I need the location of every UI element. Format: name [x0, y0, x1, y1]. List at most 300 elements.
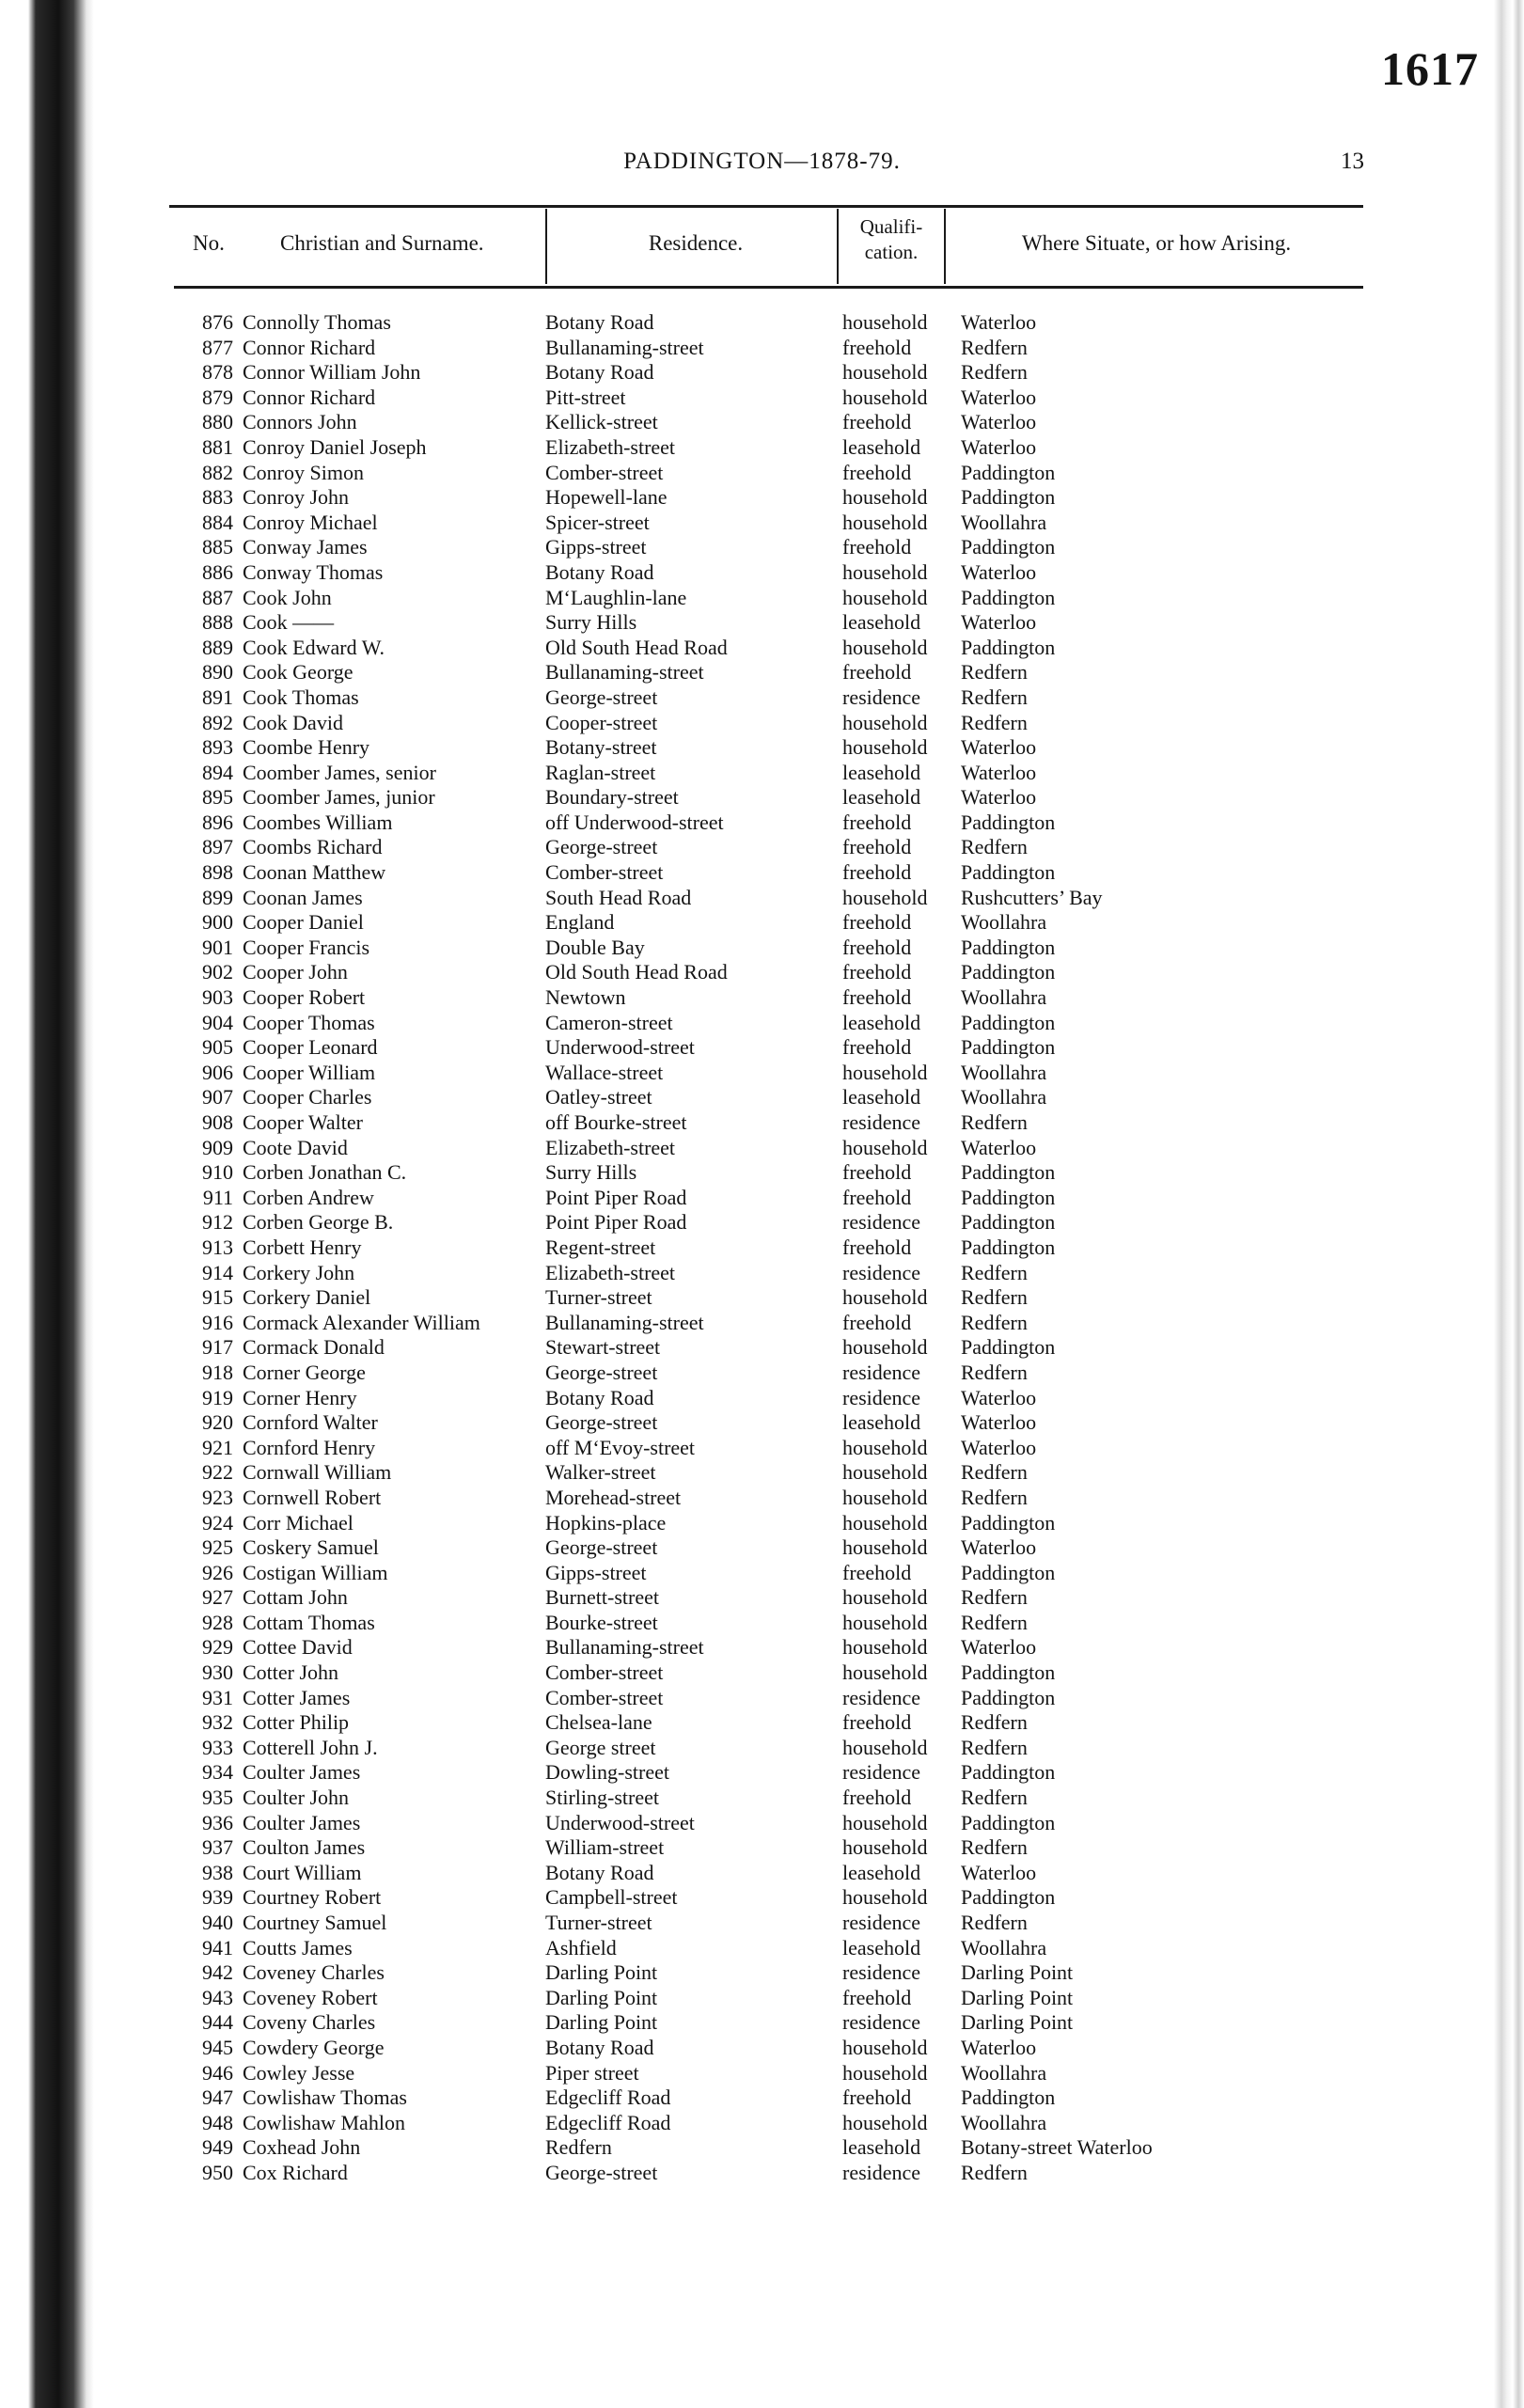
entry-name: Corner George [243, 1360, 366, 1384]
entry-where: Redfern [961, 1260, 1028, 1284]
entry-qualification: residence [842, 685, 921, 709]
entry-name: Coomber James, senior [243, 760, 436, 784]
entry-number: 941 [202, 1935, 233, 1959]
entry-residence: Underwood-street [545, 1035, 695, 1060]
entry-number: 943 [202, 1985, 233, 2009]
entry-residence: Cooper-street [545, 710, 658, 734]
entry-residence: Raglan-street [545, 760, 656, 784]
entry-name: Cook George [243, 660, 354, 685]
entry-residence: off Underwood-street [545, 810, 724, 834]
list-item [0, 1511, 1524, 1536]
entry-residence: England [545, 910, 615, 935]
entry-residence: Stewart-street [545, 1335, 661, 1360]
entry-where: Paddington [961, 860, 1056, 885]
entry-residence: Spicer-street [545, 510, 650, 534]
entry-number: 878 [202, 360, 233, 385]
list-item [0, 1760, 1524, 1786]
entry-name: Connor Richard [243, 335, 376, 359]
entry-where: Redfern [961, 710, 1028, 734]
entry-qualification: freehold [842, 910, 912, 935]
entry-name: Cooper Francis [243, 935, 370, 959]
column-header-no: No. [193, 231, 225, 255]
entry-qualification: leasehold [842, 1935, 921, 1959]
entry-where: Redfern [961, 1460, 1028, 1485]
entry-number: 876 [202, 310, 233, 334]
entry-qualification: freehold [842, 1786, 912, 1810]
entry-where: Waterloo [961, 559, 1037, 584]
entry-residence: Old South Head Road [545, 960, 728, 984]
list-item [0, 860, 1524, 886]
entry-number: 908 [202, 1110, 233, 1134]
entry-where: Woollahra [961, 2060, 1047, 2085]
entry-qualification: leasehold [842, 1860, 921, 1884]
entry-where: Paddington [961, 1035, 1056, 1060]
entry-number: 948 [202, 2110, 233, 2134]
entry-residence: Bullanaming-street [545, 1310, 704, 1334]
list-item [0, 1186, 1524, 1211]
entry-qualification: freehold [842, 1160, 912, 1185]
entry-where: Waterloo [961, 2035, 1037, 2059]
entry-residence: Hopewell-lane [545, 485, 668, 510]
entry-qualification: freehold [842, 860, 912, 885]
entry-qualification: household [842, 1660, 928, 1685]
header-bottom-rule [174, 286, 1363, 289]
list-item [0, 811, 1524, 836]
list-item [0, 1811, 1524, 1836]
entry-number: 912 [202, 1210, 233, 1235]
entry-where: Woollahra [961, 910, 1047, 935]
entry-qualification: household [842, 1885, 928, 1910]
entry-residence: Newtown [545, 985, 626, 1010]
entry-qualification: leasehold [842, 1410, 921, 1435]
entry-qualification: freehold [842, 460, 912, 484]
entry-where: Waterloo [961, 1635, 1037, 1660]
entry-number: 939 [202, 1885, 233, 1910]
entry-qualification: household [842, 2035, 928, 2059]
entry-number: 892 [202, 710, 233, 734]
list-item [0, 1261, 1524, 1286]
column-header-qualification-line: Qualifi- [859, 215, 923, 238]
entry-number: 933 [202, 1735, 233, 1759]
list-item [0, 1936, 1524, 1961]
entry-qualification: residence [842, 1911, 921, 1934]
entry-residence: Dowling-street [545, 1760, 669, 1785]
entry-qualification: freehold [842, 1985, 912, 2009]
list-item [0, 1861, 1524, 1886]
entry-number: 929 [202, 1635, 233, 1660]
entry-residence: Edgecliff Road [545, 2085, 671, 2110]
entry-residence: George-street [545, 2160, 658, 2184]
list-item [0, 511, 1524, 536]
entry-where: Waterloo [961, 785, 1037, 810]
entry-number: 894 [202, 760, 233, 784]
entry-name: Cotter Philip [243, 1710, 350, 1735]
entry-number: 899 [202, 885, 233, 909]
entry-number: 901 [202, 935, 233, 959]
electoral-roll-list [0, 310, 1524, 2186]
column-header-qualification-line: cation. [864, 241, 919, 263]
entry-residence: Botany Road [545, 2035, 654, 2059]
entry-residence: George-street [545, 1410, 658, 1435]
entry-residence: Cameron-street [545, 1010, 673, 1034]
entry-where: Paddington [961, 935, 1056, 959]
entry-residence: Bourke-street [545, 1610, 658, 1634]
entry-where: Paddington [961, 1660, 1056, 1685]
entry-number: 934 [202, 1760, 233, 1785]
entry-where: Redfern [961, 1710, 1028, 1735]
entry-qualification: household [842, 1835, 928, 1860]
entry-name: Cook Edward W. [243, 635, 385, 659]
entry-residence: Botany-street [545, 735, 657, 760]
list-item [0, 2111, 1524, 2136]
entry-residence: Point Piper Road [545, 1185, 687, 1209]
entry-number: 930 [202, 1660, 233, 1685]
list-item [0, 2085, 1524, 2111]
entry-name: Coveney Robert [243, 1985, 378, 2009]
entry-number: 949 [202, 2135, 233, 2160]
entry-name: Cornwell Robert [243, 1485, 382, 1509]
entry-number: 923 [202, 1485, 233, 1509]
list-item [0, 1535, 1524, 1561]
entry-number: 928 [202, 1610, 233, 1634]
entry-number: 927 [202, 1585, 233, 1610]
entry-number: 903 [202, 985, 233, 1010]
entry-name: Cornwall William [243, 1460, 392, 1485]
entry-residence: Comber-street [545, 860, 664, 885]
entry-where: Waterloo [961, 385, 1037, 409]
entry-qualification: household [842, 510, 928, 534]
entry-qualification: household [842, 1635, 928, 1660]
entry-qualification: household [842, 1060, 928, 1084]
list-item [0, 1235, 1524, 1261]
entry-where: Rushcutters’ Bay [961, 885, 1103, 909]
list-item [0, 2135, 1524, 2161]
entry-residence: Elizabeth-street [545, 1260, 676, 1284]
entry-name: Cooper Thomas [243, 1010, 375, 1034]
list-item [0, 1361, 1524, 1386]
list-item [0, 1686, 1524, 1711]
entry-qualification: freehold [842, 335, 912, 359]
entry-number: 945 [202, 2035, 233, 2059]
entry-qualification: household [842, 1510, 928, 1535]
list-item [0, 610, 1524, 636]
list-item [0, 1835, 1524, 1861]
entry-where: Waterloo [961, 310, 1037, 334]
entry-number: 895 [202, 785, 233, 810]
entry-number: 905 [202, 1035, 233, 1060]
entry-qualification: residence [842, 1385, 921, 1409]
entry-where: Woollahra [961, 1085, 1047, 1110]
entry-name: Cooper Charles [243, 1085, 372, 1110]
entry-name: Corben George B. [243, 1210, 394, 1235]
entry-number: 907 [202, 1085, 233, 1110]
list-item [0, 485, 1524, 511]
entry-where: Waterloo [961, 1535, 1037, 1560]
list-item [0, 386, 1524, 411]
entry-qualification: residence [842, 1760, 921, 1785]
entry-name: Conway Thomas [243, 559, 384, 584]
list-item [0, 1486, 1524, 1511]
entry-where: Paddington [961, 1160, 1056, 1185]
entry-where: Redfern [961, 360, 1028, 385]
entry-where: Redfern [961, 1610, 1028, 1634]
entry-residence: Comber-street [545, 1660, 664, 1685]
entry-name: Corr Michael [243, 1510, 354, 1535]
entry-number: 920 [202, 1410, 233, 1435]
entry-qualification: freehold [842, 2085, 912, 2110]
entry-where: Paddington [961, 1235, 1056, 1259]
list-item [0, 711, 1524, 736]
entry-where: Waterloo [961, 434, 1037, 459]
entry-number: 919 [202, 1385, 233, 1409]
entry-where: Waterloo [961, 610, 1037, 635]
entry-name: Cook Thomas [243, 685, 359, 709]
entry-name: Coveney Charles [243, 1960, 385, 1985]
entry-number: 911 [202, 1185, 233, 1209]
entry-where: Waterloo [961, 1135, 1037, 1159]
entry-where: Woollahra [961, 2110, 1047, 2134]
entry-where: Darling Point [961, 1960, 1074, 1985]
entry-residence: Ashfield [545, 1935, 617, 1959]
entry-residence: off M‘Evoy-street [545, 1435, 696, 1459]
entry-name: Cooper John [243, 960, 348, 984]
list-item [0, 1911, 1524, 1936]
entry-name: Coulter James [243, 1810, 361, 1834]
list-item [0, 660, 1524, 685]
entry-number: 902 [202, 960, 233, 984]
entry-number: 942 [202, 1960, 233, 1985]
entry-where: Redfern [961, 1360, 1028, 1384]
entry-qualification: leasehold [842, 1010, 921, 1034]
entry-where: Waterloo [961, 1435, 1037, 1459]
entry-where: Woollahra [961, 985, 1047, 1010]
entry-number: 932 [202, 1710, 233, 1735]
entry-where: Paddington [961, 1810, 1056, 1834]
list-item [0, 1635, 1524, 1660]
entry-number: 881 [202, 434, 233, 459]
entry-number: 885 [202, 535, 233, 559]
entry-where: Paddington [961, 2085, 1056, 2110]
column-header-residence: Residence. [648, 231, 744, 255]
entry-number: 921 [202, 1435, 233, 1459]
entry-residence: off Bourke-street [545, 1110, 687, 1134]
entry-residence: Double Bay [545, 935, 645, 959]
entry-qualification: household [842, 1735, 928, 1759]
entry-residence: Pitt-street [545, 385, 626, 409]
entry-qualification: household [842, 735, 928, 760]
entry-where: Redfern [961, 335, 1028, 359]
entry-where: Redfern [961, 835, 1028, 859]
list-item [0, 1786, 1524, 1811]
entry-qualification: residence [842, 2010, 921, 2035]
list-item [0, 2161, 1524, 2186]
entry-name: Cowley Jesse [243, 2060, 355, 2085]
column-header-where: Where Situate, or how Arising. [1021, 231, 1292, 255]
entry-residence: Surry Hills [545, 1160, 637, 1185]
entry-name: Cowdery George [243, 2035, 385, 2059]
entry-name: Cooper Leonard [243, 1035, 378, 1060]
entry-number: 877 [202, 335, 233, 359]
entry-qualification: freehold [842, 835, 912, 859]
entry-name: Courtney Robert [243, 1885, 382, 1910]
list-item [0, 1311, 1524, 1336]
list-item [0, 1011, 1524, 1036]
entry-qualification: leasehold [842, 760, 921, 784]
entry-residence: South Head Road [545, 885, 692, 909]
entry-name: Corben Andrew [243, 1185, 374, 1209]
entry-qualification: freehold [842, 810, 912, 834]
entry-where: Paddington [961, 535, 1056, 559]
entry-name: Coulter James [243, 1760, 361, 1785]
list-item [0, 1085, 1524, 1110]
entry-name: Cottam Thomas [243, 1610, 375, 1634]
entry-name: Costigan William [243, 1560, 388, 1584]
entry-residence: Morehead-street [545, 1485, 682, 1509]
entry-where: Redfern [961, 685, 1028, 709]
entry-qualification: household [842, 585, 928, 609]
entry-number: 917 [202, 1335, 233, 1360]
entry-name: Courtney Samuel [243, 1911, 387, 1934]
column-divider [545, 209, 547, 284]
entry-name: Conroy John [243, 485, 350, 510]
entry-where: Woollahra [961, 510, 1047, 534]
entry-residence: Redfern [545, 2135, 612, 2160]
entry-name: Coomber James, junior [243, 785, 435, 810]
entry-qualification: household [842, 1585, 928, 1610]
entry-number: 940 [202, 1911, 233, 1934]
entry-where: Redfern [961, 1835, 1028, 1860]
entry-name: Cotter James [243, 1685, 351, 1709]
entry-number: 924 [202, 1510, 233, 1535]
list-item [0, 2010, 1524, 2036]
entry-name: Connor William John [243, 360, 421, 385]
entry-residence: Boundary-street [545, 785, 679, 810]
entry-name: Cornford Henry [243, 1435, 376, 1459]
entry-qualification: residence [842, 1960, 921, 1985]
entry-qualification: freehold [842, 1035, 912, 1060]
entry-residence: George street [545, 1735, 656, 1759]
entry-number: 938 [202, 1860, 233, 1884]
entry-where: Darling Point [961, 1985, 1074, 2009]
list-item [0, 985, 1524, 1011]
entry-residence: Campbell-street [545, 1885, 678, 1910]
entry-residence: Kellick-street [545, 410, 658, 434]
entry-where: Paddington [961, 1885, 1056, 1910]
entry-number: 893 [202, 735, 233, 760]
list-item [0, 586, 1524, 611]
entry-residence: George-street [545, 835, 658, 859]
entry-qualification: leasehold [842, 610, 921, 635]
entry-qualification: freehold [842, 1310, 912, 1334]
entry-qualification: leasehold [842, 785, 921, 810]
entry-where: Darling Point [961, 2010, 1074, 2035]
entry-where: Redfern [961, 1911, 1028, 1934]
entry-qualification: residence [842, 2160, 921, 2184]
entry-qualification: household [842, 1535, 928, 1560]
entry-number: 910 [202, 1160, 233, 1185]
list-item [0, 910, 1524, 936]
entry-qualification: residence [842, 1110, 921, 1134]
entry-residence: William-street [545, 1835, 665, 1860]
entry-name: Coxhead John [243, 2135, 361, 2160]
entry-where: Redfern [961, 1110, 1028, 1134]
entry-residence: Darling Point [545, 1960, 658, 1985]
entry-where: Waterloo [961, 1385, 1037, 1409]
entry-residence: Elizabeth-street [545, 434, 676, 459]
entry-qualification: leasehold [842, 2135, 921, 2160]
entry-residence: Comber-street [545, 460, 664, 484]
entry-name: Cormack Donald [243, 1335, 385, 1360]
entry-number: 886 [202, 559, 233, 584]
list-item [0, 1660, 1524, 1686]
entry-number: 888 [202, 610, 233, 635]
entry-name: Coonan James [243, 885, 363, 909]
entry-qualification: household [842, 1485, 928, 1509]
entry-qualification: freehold [842, 1710, 912, 1735]
entry-residence: Chelsea-lane [545, 1710, 652, 1735]
entry-where: Waterloo [961, 410, 1037, 434]
entry-qualification: residence [842, 1360, 921, 1384]
list-item [0, 1611, 1524, 1636]
list-item [0, 1061, 1524, 1086]
entry-where: Paddington [961, 635, 1056, 659]
entry-residence: Piper street [545, 2060, 639, 2085]
list-item [0, 1386, 1524, 1411]
entry-qualification: freehold [842, 660, 912, 685]
entry-name: Cottee David [243, 1635, 353, 1660]
entry-qualification: household [842, 2060, 928, 2085]
entry-where: Paddington [961, 1210, 1056, 1235]
list-item [0, 835, 1524, 860]
entry-qualification: residence [842, 1260, 921, 1284]
column-header-name: Christian and Surname. [280, 231, 484, 255]
entry-name: Cotter John [243, 1660, 339, 1685]
list-item [0, 560, 1524, 586]
list-item [0, 1561, 1524, 1586]
column-header-qualification [841, 214, 942, 265]
entry-residence: Botany Road [545, 1385, 654, 1409]
list-item [0, 435, 1524, 461]
list-item [0, 2061, 1524, 2086]
entry-where: Paddington [961, 1685, 1056, 1709]
entry-residence: Underwood-street [545, 1810, 695, 1834]
folio-number: 1617 [1381, 42, 1479, 95]
entry-residence: Botany Road [545, 360, 654, 385]
entry-residence: Darling Point [545, 2010, 658, 2035]
entry-number: 883 [202, 485, 233, 510]
entry-where: Paddington [961, 585, 1056, 609]
entry-number: 884 [202, 510, 233, 534]
entry-name: Cotterell John J. [243, 1735, 378, 1759]
entry-where: Waterloo [961, 760, 1037, 784]
list-item [0, 1035, 1524, 1061]
entry-residence: George-street [545, 685, 658, 709]
entry-qualification: household [842, 1810, 928, 1834]
entry-residence: Turner-street [545, 1911, 652, 1934]
entry-where: Botany-street Waterloo [961, 2135, 1153, 2160]
list-item [0, 1285, 1524, 1311]
entry-number: 904 [202, 1010, 233, 1034]
entry-qualification: household [842, 310, 928, 334]
entry-number: 922 [202, 1460, 233, 1485]
entry-number: 906 [202, 1060, 233, 1084]
entry-name: Coombs Richard [243, 835, 383, 859]
list-item [0, 1110, 1524, 1136]
entry-name: Corbett Henry [243, 1235, 362, 1259]
entry-residence: Turner-street [545, 1285, 652, 1310]
entry-qualification: household [842, 559, 928, 584]
entry-where: Paddington [961, 460, 1056, 484]
